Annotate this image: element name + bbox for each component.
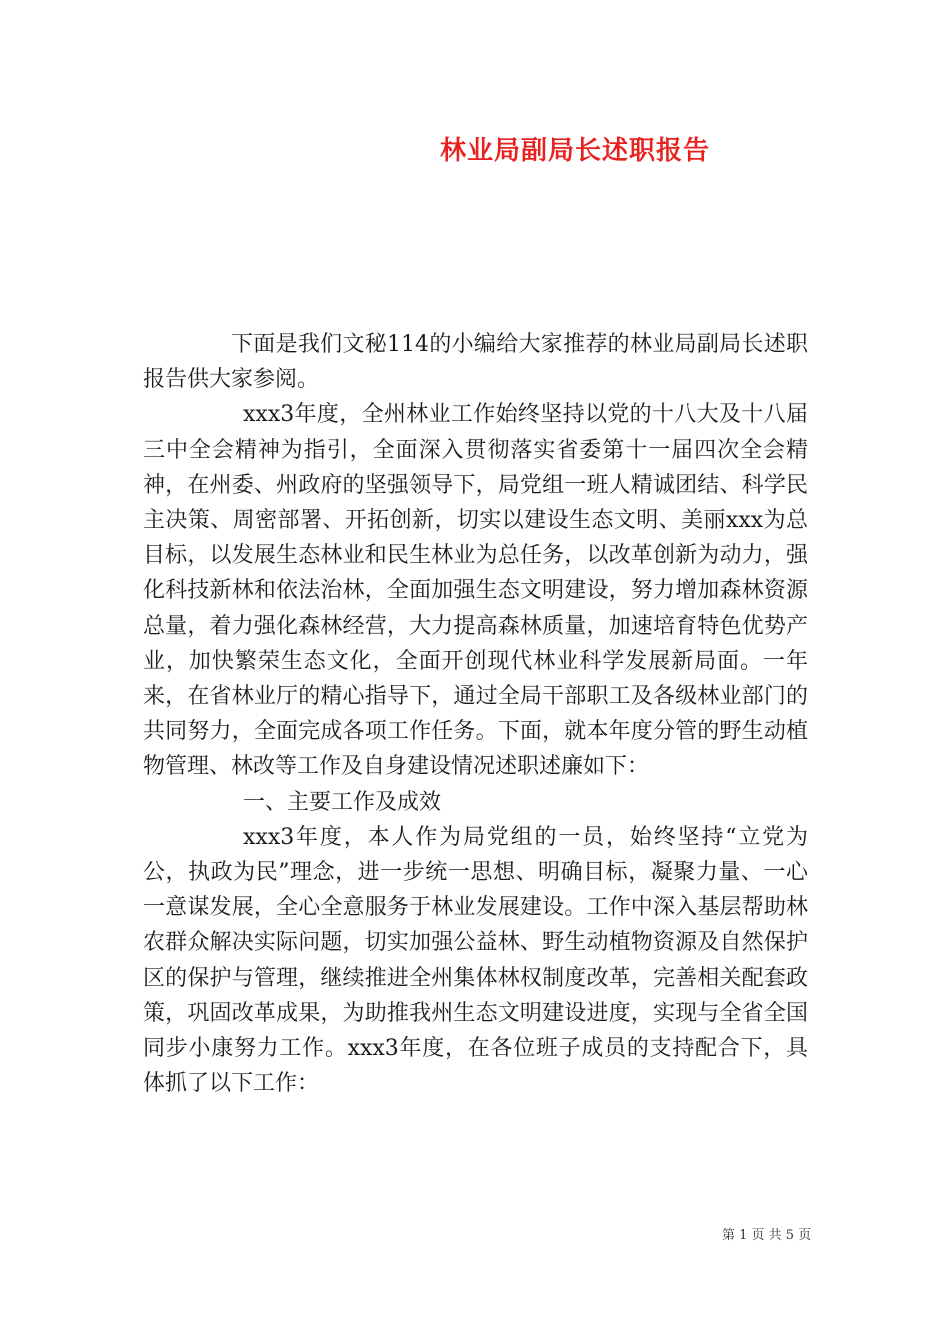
section-heading: 一、主要工作及成效 xyxy=(243,789,442,815)
body-paragraph: xxx3年度，本人作为局党组的一员，始终坚持“立党为公，执政为民”理念，进一步统一思想、明确目标，凝聚力量、一心一意谋发展，全心全意服务于林业发展建设。工作中深入基层帮助林农群众解决实际问题，切实加强公益林、野生动植物资源及自然保护区的保护与管理，继续推进全州集体林权制度改革，完善相关配套政策，巩固改革成果，为助推我州生态文明建设进度，实现与全省全国同步小康努力工作。xxx3年度，在各位班子成员的支持配合下，具体抓了以下工作： xyxy=(143,824,808,1097)
body-paragraph: xxx3年度，全州林业工作始终坚持以党的十八大及十八届三中全会精神为指引，全面深入贯彻落实省委第十一届四次全会精神，在州委、州政府的坚强领导下，局党组一班人精诚团结、科学民主决策、周密部署、开拓创新，切实以建设生态文明、美丽xxx为总目标，以发展生态林业和民生林业为总任务，以改革创新为动力，强化科技新林和依法治林，全面加强生态文明建设，努力增加森林资源总量，着力强化森林经营，大力提高森林质量，加速培育特色优势产业，加快繁荣生态文化，全面开创现代林业科学发展新局面。一年来，在省林业厅的精心指导下，通过全局干部职工及各级林业部门的共同努力，全面完成各项工作任务。下面，就本年度分管的野生动植物管理、林改等工作及自身建设情况述职述廉如下： xyxy=(143,402,808,780)
page-number: 第 1 页 共 5 页 xyxy=(722,1228,812,1243)
document-body xyxy=(143,327,808,1101)
intro-paragraph: 下面是我们文秘114的小编给大家推荐的林业局副局长述职报告供大家参阅。 xyxy=(143,332,808,393)
document-title: 林业局副局长述职报告 xyxy=(439,136,710,166)
